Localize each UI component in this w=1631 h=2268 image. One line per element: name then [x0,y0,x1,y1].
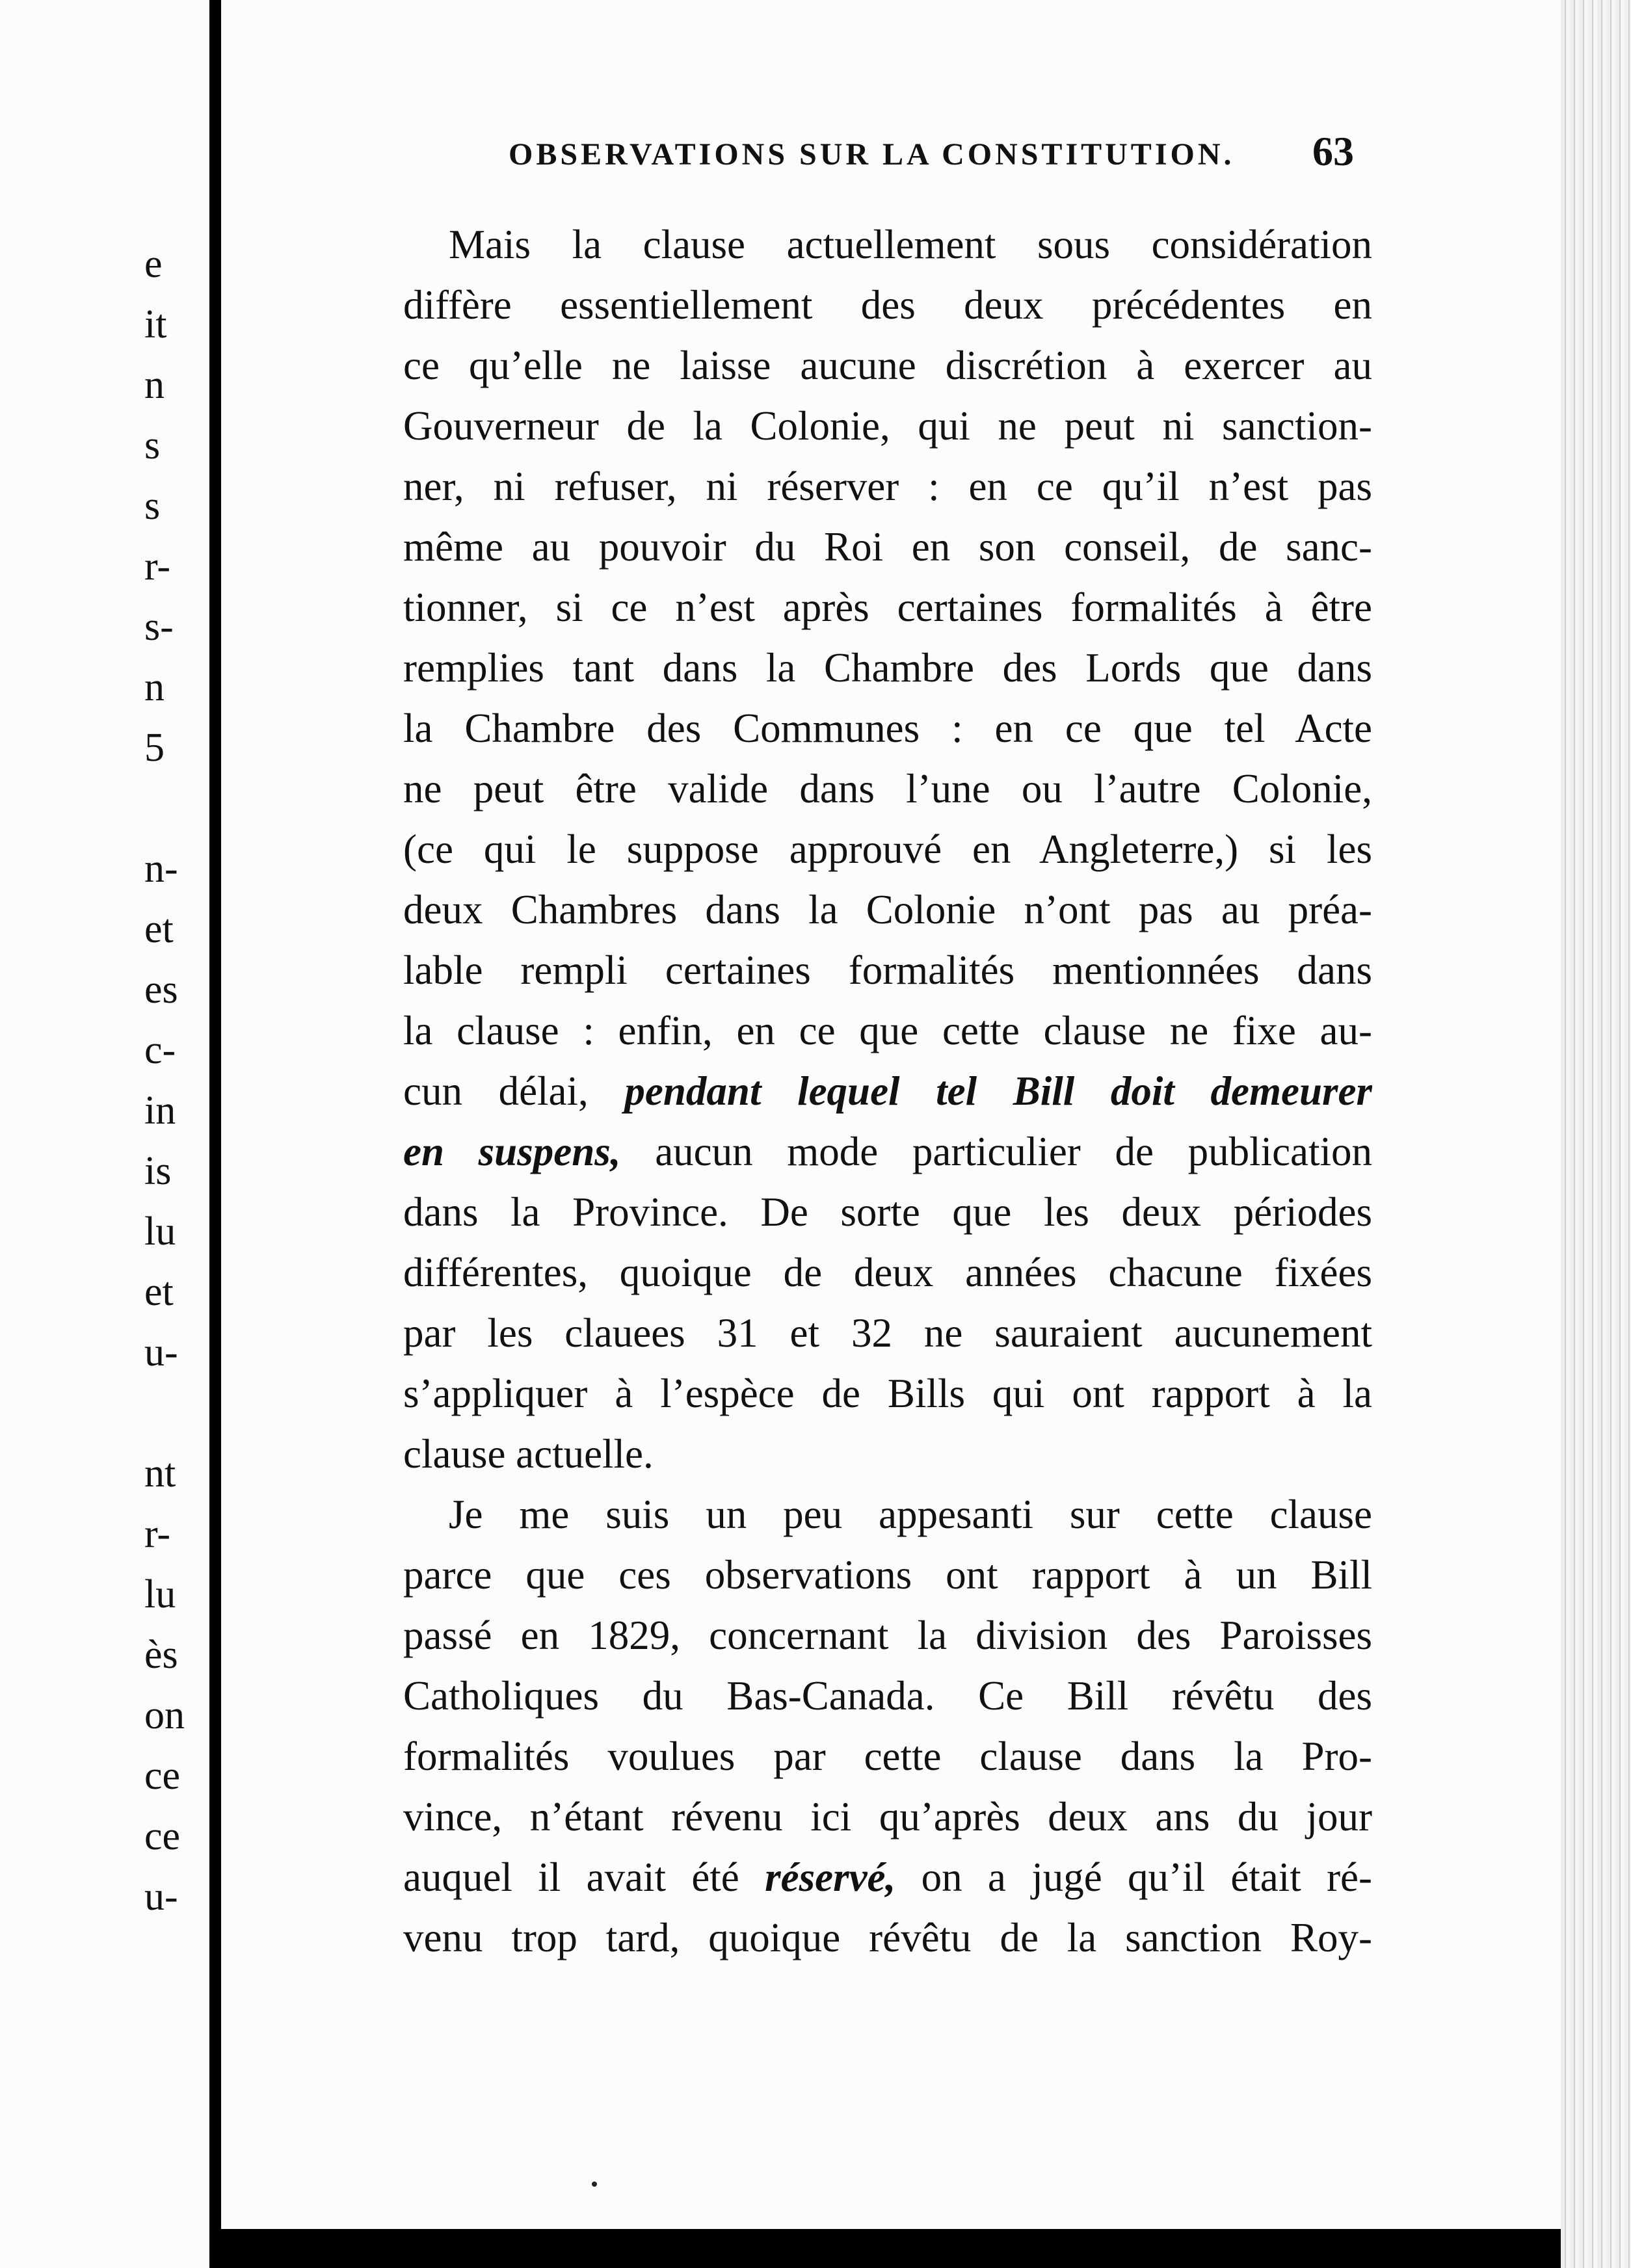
facing-fragment: es [144,968,178,1012]
page-edges [1561,0,1631,2268]
facing-fragment: et [144,907,174,951]
text-line: remplies tant dans la Chambre des Lords que dans [403,645,1372,691]
facing-fragment: in [144,1088,176,1133]
text-line: tionner, si ce n’est après certaines formalités à être [403,585,1372,630]
emphasis-text: en suspens, [403,1129,621,1174]
text-line [403,1122,1372,1182]
facing-fragment: e [144,242,163,286]
body-text [403,215,1372,1968]
running-head [286,127,1354,179]
running-head-title: OBSERVATIONS SUR LA CONSTITUTION. [509,137,1235,172]
page-number: 63 [1312,128,1354,174]
text-line: par les clauees 31 et 32 ne sauraient aucunement [403,1310,1372,1356]
text-line: passé en 1829, concernant la division des Paroisses [403,1613,1372,1658]
text-line: deux Chambres dans la Colonie n’ont pas au préa- [403,887,1372,932]
facing-fragment [144,1383,209,1444]
text-line: différentes, quoique de deux années chacune fixées [403,1250,1372,1295]
text-line: la clause : enfin, en ce que cette clause ne fixe au- [403,1008,1372,1053]
text-run: cun délai, [403,1068,589,1114]
emphasis-text: pendant lequel tel Bill doit demeurer [624,1068,1372,1114]
text-line: lable rempli certaines formalités mentionnées dans [403,947,1372,993]
facing-fragment: u- [144,1330,178,1375]
text-line: même au pouvoir du Roi en son conseil, de sanc- [403,524,1372,570]
facing-fragment: et [144,1270,174,1314]
text-line: parce que ces observations ont rapport à un Bill [403,1552,1372,1598]
text-line: Je me suis un peu appesanti sur cette clause [449,1492,1372,1537]
facing-fragment: ès [144,1633,178,1677]
text-run: auquel il avait été [403,1854,739,1900]
facing-fragment: r- [144,1512,171,1556]
book-gutter [209,0,221,2268]
facing-fragment: u- [144,1875,178,1919]
facing-fragment: s [144,484,161,528]
facing-fragment: lu [144,1572,176,1616]
text-line: ce qu’elle ne laisse aucune discrétion à exercer au [403,343,1372,388]
text-run: on a jugé qu’il était ré- [921,1854,1372,1900]
text-line: clause actuelle. [403,1431,654,1477]
facing-fragment: s- [144,605,174,649]
text-line: (ce qui le suppose approuvé en Angleterre,) si les [403,826,1372,872]
text-line [403,1847,1372,1908]
text-line: formalités voulues par cette clause dans la Pro- [403,1734,1372,1779]
text-line: la Chambre des Communes : en ce que tel Acte [403,705,1372,751]
text-line: ner, ni refuser, ni réserver : en ce qu’il n’est pas [403,464,1372,509]
text-line: ne peut être valide dans l’une ou l’autre Colonie, [403,766,1372,811]
paragraph [403,1484,1372,1968]
facing-page [0,0,209,2268]
text-line: Gouverneur de la Colonie, qui ne peut ni sanction- [403,403,1372,449]
emphasis-text: réservé, [765,1854,896,1900]
text-line: vince, n’étant révenu ici qu’après deux ans du jour [403,1794,1372,1839]
facing-fragment [144,778,209,839]
facing-fragment: on [144,1693,185,1737]
facing-fragment: n [144,665,165,709]
printer-mark [592,2182,597,2187]
facing-fragment: nt [144,1451,176,1496]
facing-fragment: 5 [144,726,165,770]
facing-fragment: ce [144,1754,181,1798]
facing-fragment: it [144,302,167,347]
text-run: aucun mode particulier de publication [655,1129,1372,1174]
text-line: Mais la clause actuellement sous considération [449,222,1372,267]
facing-fragment: s [144,423,161,468]
facing-fragment: r- [144,544,171,588]
text-line: dans la Province. De sorte que les deux périodes [403,1189,1372,1235]
facing-fragment: n [144,363,165,407]
text-line: diffère essentiellement des deux précédentes en [403,282,1372,328]
facing-fragment: n- [144,847,178,891]
text-line: Catholiques du Bas-Canada. Ce Bill révêtu des [403,1673,1372,1719]
facing-fragment: ce [144,1814,181,1858]
text-line [403,1061,1372,1122]
facing-fragment: is [144,1149,172,1193]
paragraph [403,215,1372,1484]
facing-page-text-fragments [144,234,209,1927]
text-line: s’appliquer à l’espèce de Bills qui ont rapport à la [403,1371,1372,1416]
facing-fragment: c- [144,1028,176,1072]
text-line: venu trop tard, quoique révêtu de la sanction Roy- [403,1915,1372,1960]
facing-fragment: lu [144,1209,176,1254]
